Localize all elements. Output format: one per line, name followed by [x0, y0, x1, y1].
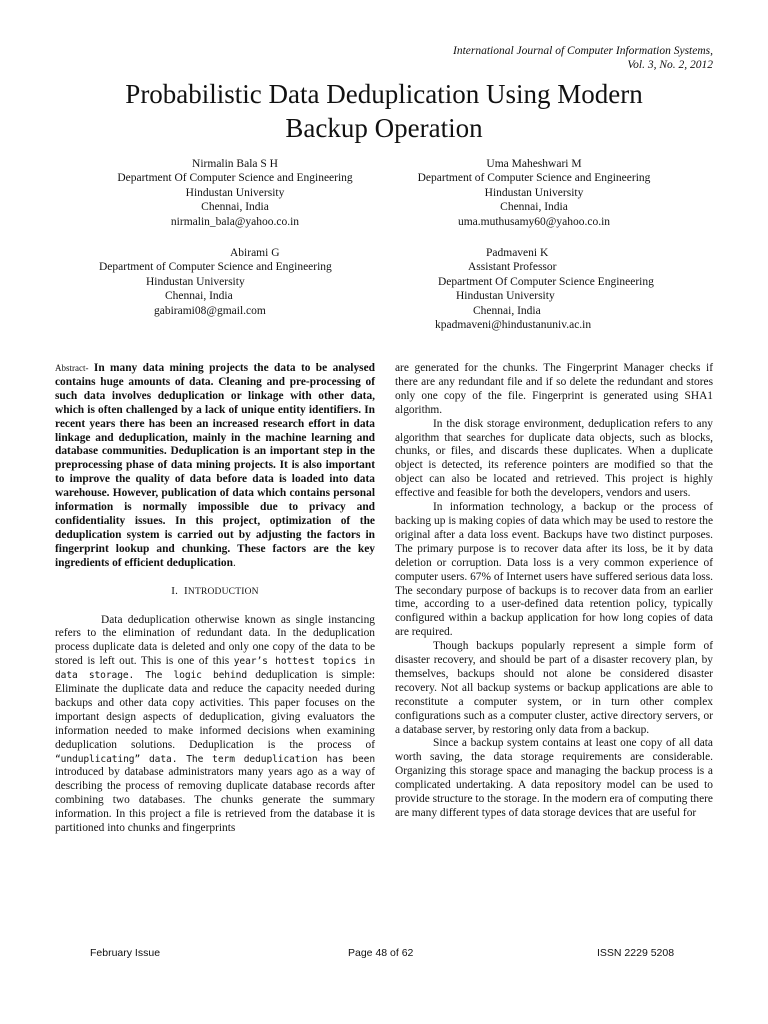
abstract-text: In many data mining projects the data to be analysed contains huge amounts of data. Cleaning and pre-processing of such data involves deduplication or linkage with other data, which is often challenged by a lack of unique entity identifiers. In recent years there has been an increased research effort in data linkage and deduplication, mainly in the machine learning and database communities. Deduplication is an important step in the preprocessing phase of data mining projects. It is also important to improve the quality of data before data is loaded into data warehouse. However, publication of data which contains personal information is normally impossible due to privacy and confidentiality issues. In this project, optimization of the deduplication system is carried out by adjusting the factors in fingerprint lookup and chunking. These factors are the key ingredients of efficient deduplication: [55, 362, 375, 569]
author-email: gabirami08@gmail.com: [154, 304, 266, 317]
paper-title: [0, 77, 768, 145]
section-number: I.: [171, 584, 179, 597]
author-university: Hindustan University: [456, 290, 555, 303]
journal-name: International Journal of Computer Information Systems,: [452, 45, 713, 57]
author-name: Abirami G: [230, 247, 280, 259]
footer-page-number: Page 48 of 62: [348, 947, 414, 959]
left-column: [55, 362, 375, 836]
author-name: Nirmalin Bala S H: [192, 158, 278, 170]
author-university: Hindustan University: [146, 275, 245, 288]
author-email: nirmalin_bala@yahoo.co.in: [170, 215, 300, 228]
author-block-2: [418, 157, 651, 229]
author-block-4: [435, 246, 738, 332]
title-line-2: Backup Operation: [285, 113, 483, 143]
body-paragraph: are generated for the chunks. The Fingerprint Manager checks if there are any redundant file and if so delete the redundant and stores only one copy of the file. Fingerprint is generated using SHA1 algorithm.: [395, 362, 713, 416]
section-title-initial: I: [184, 584, 188, 597]
author-city: Chennai, India: [165, 290, 233, 303]
author-email: kpadmaveni@hindustanuniv.ac.in: [435, 319, 592, 332]
abstract-end: .: [232, 556, 236, 569]
footer-issue: February Issue: [90, 947, 161, 959]
abstract-label: Abstract-: [55, 363, 89, 373]
journal-header: [453, 44, 713, 72]
author-role: Assistant Professor: [468, 261, 557, 274]
author-university: Hindustan University: [185, 186, 285, 199]
intro-text-b: deduplication is simple: Eliminate the duplicate data and reduce the capacity needed during backups and other data copy activities. This paper focuses on the important design aspects of deduplication, giving evaluators the information needed to make informed decisions when examining deduplication solutions. Deduplication is the process of: [55, 669, 375, 751]
author-block-3: [99, 246, 389, 318]
body-paragraph: In information technology, a backup or the process of backing up is making copies of data which may be used to restore the original after a data loss event. Backups have two distinct purposes. The primary purpose is to recover data after its loss, be it by data deletion or corruption. Data loss is a very common experience of computer users. 67% of Internet users have suffered serious data loss. The secondary purpose of backups is to recover data from an earlier time, according to a user-defined data retention policy, typically configured within a backup application for how long copies of data are required.: [395, 501, 713, 639]
author-email: uma.muthusamy60@yahoo.co.in: [457, 215, 611, 228]
author-department: Department of Computer Science and Engineering: [99, 261, 332, 274]
author-city: Chennai, India: [201, 201, 269, 214]
section-title-rest: NTRODUCTION: [187, 586, 259, 597]
body-paragraph: Though backups popularly represent a simple form of disaster recovery, and should be part of a disaster recovery plan, by themselves, backups should not alone be considered disaster recovery. Not all backup systems or backup applications are able to reconstitute a computer system, or in turn other complex configurations such as a computer cluster, active directory servers, or a database server, by restoring only data from a backup.: [395, 640, 713, 736]
journal-volume: Vol. 3, No. 2, 2012: [627, 59, 713, 71]
author-department: Department Of Computer Science Engineering: [438, 275, 654, 288]
right-column: [395, 362, 713, 821]
author-city: Chennai, India: [473, 304, 541, 317]
intro-text-c: introduced by database administrators many years ago as a way of describing the process of removing duplicate database records after combining two databases. The chunks generate the summary information. In this project a file is retrieved from the database it is partitioned into chunks and fingerprints: [55, 766, 375, 835]
title-line-1: Probabilistic Data Deduplication Using Modern: [125, 79, 643, 109]
intro-text-mono-2: “unduplicating” data. The term deduplication has been: [55, 753, 375, 765]
footer-issn: ISSN 2229 5208: [597, 947, 675, 959]
author-university: Hindustan University: [484, 186, 584, 199]
author-name: Padmaveni K: [486, 247, 549, 259]
author-department: Department of Computer Science and Engineering: [417, 172, 651, 185]
intro-paragraph: [55, 614, 375, 837]
body-paragraph: Since a backup system contains at least one copy of all data worth saving, the data storage requirements are considerable. Organizing this storage space and managing the backup process is a complicated undertaking. A data repository model can be used to provide structure to the storage. In the modern era of computing there are many different types of data storage devices that are useful for: [395, 737, 713, 819]
section-heading-introduction: [55, 585, 375, 600]
author-name: Uma Maheshwari M: [486, 158, 582, 170]
body-paragraph: In the disk storage environment, deduplication refers to any algorithm that searches for duplicate data objects, such as blocks, chunks, or files, and discards these duplicates. When a duplicate object is detected, its reference pointers are modified so that the object can also be located and retrieved. This project is highly effective and feasible for both the developers, vendors and users.: [395, 417, 713, 500]
intro-text-a: Data deduplication otherwise known as single instancing refers to the elimination of redundant data. In the deduplication process duplicate data is deleted and only one copy of the data to be stored is left out. This is one of this: [55, 613, 375, 668]
author-block-1: [117, 157, 352, 229]
author-department: Department Of Computer Science and Engineering: [117, 172, 353, 185]
intro-text-mono-1: year’s hottest topics in data storage. The logic behind: [55, 656, 375, 682]
author-city: Chennai, India: [500, 201, 568, 214]
abstract: [55, 362, 375, 571]
